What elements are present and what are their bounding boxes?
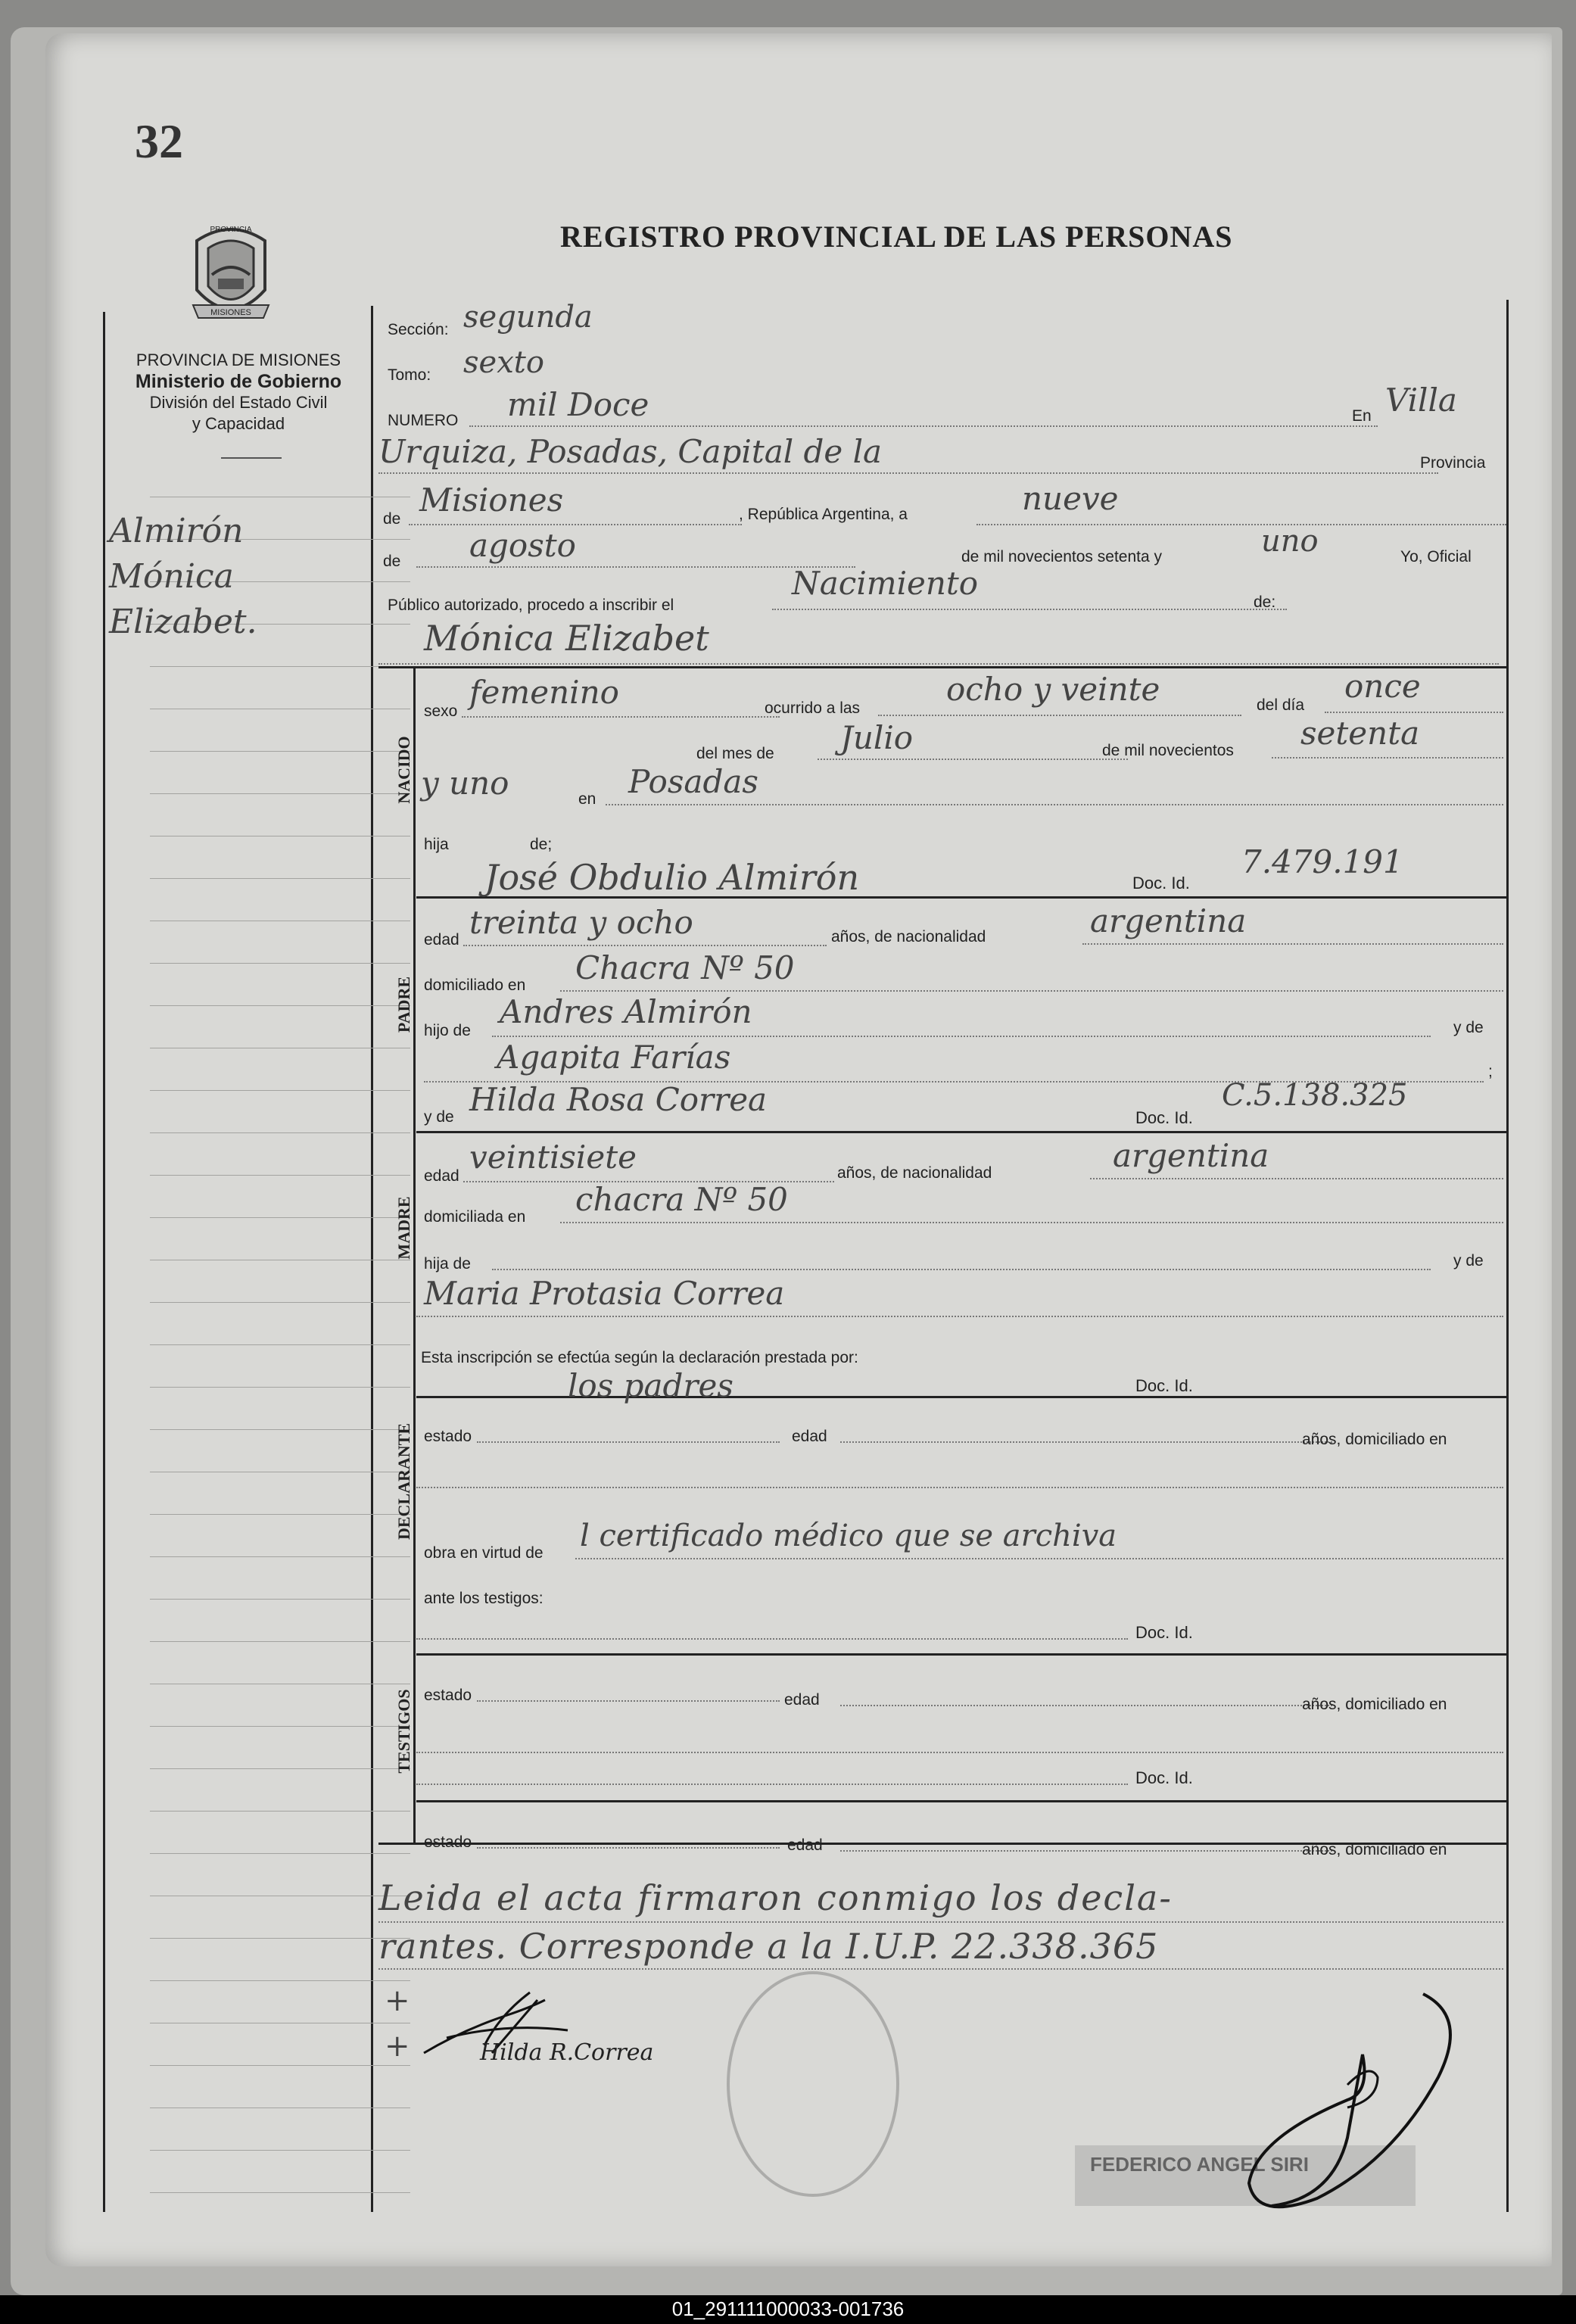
institution-division: División del Estado Civil xyxy=(149,393,328,412)
padre-hijo-dots xyxy=(492,1036,1431,1037)
dia-dots xyxy=(1325,712,1503,713)
sexo-value: femenino xyxy=(469,674,619,711)
anio-value-2: y uno xyxy=(421,765,509,802)
margin-ruled-line xyxy=(150,1132,410,1133)
madre-name: Hilda Rosa Correa xyxy=(469,1081,768,1118)
margin-note xyxy=(109,509,257,645)
province-value: Misiones xyxy=(419,481,564,519)
margin-ruled-line xyxy=(150,1811,410,1812)
institution-ministry: Ministerio de Gobierno xyxy=(135,371,342,392)
closing-line-1: Leida el acta firmaron conmigo los decla- xyxy=(378,1877,1173,1918)
declarante-label: DECLARANTE xyxy=(394,1422,413,1541)
margin-ruled-line xyxy=(150,793,410,794)
hora-dots xyxy=(878,715,1241,716)
madre-domicilio-dots xyxy=(560,1222,1503,1223)
sexo-dots xyxy=(462,716,780,718)
place-dots xyxy=(378,472,1438,474)
madre-hija-dots xyxy=(492,1269,1431,1270)
testigo1-anios-label: años, domiciliado en xyxy=(1302,1696,1447,1713)
mother-signature: Hilda R.Correa xyxy=(480,2039,654,2066)
padre-doc-value: 7.479.191 xyxy=(1241,843,1403,880)
padre-nac-dots xyxy=(1082,943,1503,945)
obra-value: l certificado médico que se archiva xyxy=(580,1519,1117,1553)
declarante-estado-label: estado xyxy=(424,1428,472,1445)
testigo2-doc-label: Doc. Id. xyxy=(1135,1768,1193,1787)
margin-ruled-line xyxy=(150,1217,410,1218)
declarante-edad-dots xyxy=(840,1441,1332,1443)
margin-ruled-line xyxy=(150,751,410,752)
margin-ruled-line xyxy=(150,1938,410,1939)
testigo1-edad-label: edad xyxy=(784,1691,820,1709)
margin-ruled-line xyxy=(150,1344,410,1345)
tomo-value: sexto xyxy=(463,345,544,380)
padre-domicilio-dots xyxy=(560,990,1503,992)
signature-mark-2: + xyxy=(385,2029,410,2064)
section-rule-madre xyxy=(416,1131,1506,1133)
testigo2-estado-label: estado xyxy=(424,1833,472,1851)
madre-nac-label: años, de nacionalidad xyxy=(837,1164,992,1182)
padre-domicilio-label: domiciliado en xyxy=(424,977,526,994)
padre-semicolon: ; xyxy=(1488,1063,1493,1080)
testigo2-edad-dots xyxy=(840,1850,1332,1852)
coat-of-arms-icon xyxy=(182,218,280,332)
inscripcion-value: los padres xyxy=(568,1367,733,1404)
testigos-intro-label: ante los testigos: xyxy=(424,1590,544,1607)
section-rule-testigo2 xyxy=(416,1800,1506,1802)
ocurrido-label: ocurrido a las xyxy=(765,699,861,717)
crest-top-text: PROVINCIA xyxy=(210,226,252,234)
padre-edad-dots xyxy=(463,945,827,946)
madre-doc-value: C.5.138.325 xyxy=(1222,1078,1408,1113)
lugar-dots xyxy=(606,804,1503,805)
acto-dots xyxy=(772,609,1287,610)
day-value: nueve xyxy=(1022,480,1119,517)
closing-line-2: rantes. Corresponde a la I.U.P. 22.338.365 xyxy=(378,1926,1159,1967)
margin-right-border xyxy=(371,306,373,2212)
en-lugar-label: en xyxy=(578,790,596,808)
padre-edad-value: treinta y ocho xyxy=(469,904,693,941)
margin-ruled-line xyxy=(150,1853,410,1854)
dia-label: del día xyxy=(1257,696,1305,714)
seccion-value: segunda xyxy=(463,300,593,335)
madre-nac-dots xyxy=(1090,1178,1503,1179)
padre-yde-label: y de xyxy=(1453,1019,1484,1036)
madre-hija-label: hija de xyxy=(424,1255,471,1273)
padre-hijo-label: hijo de xyxy=(424,1022,471,1039)
madre-padres-dots xyxy=(416,1316,1503,1317)
margin-ruled-line xyxy=(150,1599,410,1600)
padre-nac-label: años, de nacionalidad xyxy=(831,928,986,945)
nacido-label: NACIDO xyxy=(394,736,413,804)
testigos-label: TESTIGOS xyxy=(394,1689,413,1774)
madre-domicilio-label: domiciliada en xyxy=(424,1208,526,1226)
margin-left-border xyxy=(103,312,105,2212)
month-dots xyxy=(416,566,855,568)
declarante-anios-label: años, domiciliado en xyxy=(1302,1431,1447,1448)
padre-nac-value: argentina xyxy=(1090,902,1247,939)
padre-domicilio-value: Chacra Nº 50 xyxy=(575,949,795,986)
province-dots xyxy=(409,524,742,525)
margin-ruled-line xyxy=(150,2107,410,2108)
year-label: de mil novecientos setenta y xyxy=(961,548,1162,565)
padre-label: PADRE xyxy=(394,976,413,1033)
margin-ruled-line xyxy=(150,1726,410,1727)
margin-ruled-line xyxy=(150,878,410,879)
tomo-label: Tomo: xyxy=(388,366,431,384)
hora-value: ocho y veinte xyxy=(946,671,1160,708)
acto-value: Nacimiento xyxy=(792,565,979,602)
image-filename: 01_291111000033-001736 xyxy=(671,2298,905,2320)
testigo1-name-dots xyxy=(416,1638,1128,1640)
institution-division-2: y Capacidad xyxy=(192,414,285,433)
margin-ruled-line xyxy=(150,1429,410,1430)
declarante-domicilio-dots xyxy=(416,1487,1503,1488)
provincia-label: Provincia xyxy=(1420,454,1486,472)
declarante-doc-label: Doc. Id. xyxy=(1135,1376,1193,1395)
padre-doc-label: Doc. Id. xyxy=(1132,874,1190,893)
closing-dots-2 xyxy=(378,1968,1503,1970)
margin-ruled-line xyxy=(150,1090,410,1091)
sexo-label: sexo xyxy=(424,702,458,720)
anio-dots xyxy=(1272,757,1503,759)
signature-mark-1: + xyxy=(385,1983,410,2018)
margin-note-surname: Almirón xyxy=(109,512,244,550)
de2-label: de xyxy=(383,553,401,570)
institution-province: PROVINCIA DE MISIONES xyxy=(135,350,341,369)
padre-edad-label: edad xyxy=(424,931,459,949)
register-page xyxy=(45,33,1552,2266)
margin-ruled-line xyxy=(150,2065,410,2066)
margin-ruled-line xyxy=(150,666,410,667)
margin-ruled-line xyxy=(150,2192,410,2193)
official-stamp-text: FEDERICO ANGEL SIRI xyxy=(1090,2153,1309,2176)
day-dots xyxy=(976,524,1506,525)
lugar-value: Posadas xyxy=(628,763,758,800)
section-rule-testigos xyxy=(416,1653,1506,1656)
padre-madre-value: Agapita Farías xyxy=(497,1039,731,1076)
margin-ruled-line xyxy=(150,1175,410,1176)
de3-label: de: xyxy=(1254,593,1276,611)
name-dots xyxy=(378,663,1499,665)
inscripcion-label: Esta inscripción se efectúa según la declaración prestada por: xyxy=(421,1349,858,1366)
de-label: de xyxy=(383,510,401,528)
margin-note-name2: Elizabet. xyxy=(109,603,257,641)
madre-doc-label: Doc. Id. xyxy=(1135,1108,1193,1127)
en-value: Villa xyxy=(1385,382,1457,419)
dia-value: once xyxy=(1344,668,1421,705)
anio-label: de mil novecientos xyxy=(1102,742,1234,759)
anio-value: setenta xyxy=(1300,715,1420,752)
publico-label: Público autorizado, procedo a inscribir el xyxy=(388,597,674,614)
form-right-border xyxy=(1506,300,1509,2212)
crest-bottom-text: MISIONES xyxy=(210,308,251,317)
closing-dots-1 xyxy=(378,1921,1503,1923)
margin-note-name1: Mónica xyxy=(109,557,234,596)
margin-ruled-line xyxy=(150,2150,410,2151)
madre-domicilio-value: chacra Nº 50 xyxy=(575,1181,788,1218)
mes-dots xyxy=(818,759,1128,760)
en-label: En xyxy=(1352,407,1372,425)
padre-hijo-value: Andres Almirón xyxy=(500,993,752,1030)
madre-yde-label: y de xyxy=(424,1108,454,1126)
madre-nac-value: argentina xyxy=(1113,1137,1269,1174)
declarante-estado-dots xyxy=(477,1441,780,1443)
numero-value: mil Doce xyxy=(507,386,649,423)
margin-ruled-line xyxy=(150,1005,410,1006)
place-value: Urquiza, Posadas, Capital de la xyxy=(378,433,883,470)
madre-edad-value: veintisiete xyxy=(469,1139,637,1176)
seal-stamp-icon xyxy=(727,1971,899,2197)
page-title: REGISTRO PROVINCIAL DE LAS PERSONAS xyxy=(560,220,1233,254)
testigo2-name-dots xyxy=(416,1783,1128,1785)
margin-ruled-line xyxy=(150,963,410,964)
testigo2-edad-label: edad xyxy=(787,1836,823,1854)
institution-underline xyxy=(221,457,282,459)
numero-label: NUMERO xyxy=(388,412,459,429)
madre-edad-label: edad xyxy=(424,1167,459,1185)
margin-ruled-line xyxy=(150,1302,410,1303)
testigo1-edad-dots xyxy=(840,1705,1332,1706)
testigo1-doc-label: Doc. Id. xyxy=(1135,1623,1193,1642)
testigo2-anios-label: años, domiciliado en xyxy=(1302,1841,1447,1858)
margin-ruled-line xyxy=(150,1387,410,1388)
madre-yde2-label: y de xyxy=(1453,1252,1484,1269)
margin-ruled-line xyxy=(150,1514,410,1515)
mes-value: Julio xyxy=(840,719,914,756)
numero-dots xyxy=(469,425,1378,427)
margin-ruled-line xyxy=(150,1641,410,1642)
newborn-name: Mónica Elizabet xyxy=(424,618,709,659)
obra-label: obra en virtud de xyxy=(424,1544,544,1562)
page-number: 32 xyxy=(135,114,183,168)
hija-label: hija xyxy=(424,836,449,853)
testigo1-estado-label: estado xyxy=(424,1687,472,1704)
year-value: uno xyxy=(1261,524,1319,559)
margin-ruled-line xyxy=(150,1556,410,1557)
mes-label: del mes de xyxy=(696,745,774,762)
official-signature-icon xyxy=(1120,1971,1484,2229)
month-value: agosto xyxy=(469,527,576,564)
madre-label: MADRE xyxy=(394,1196,413,1260)
seccion-label: Sección: xyxy=(388,321,449,338)
testigo1-estado-dots xyxy=(477,1700,780,1702)
hija-value: de; xyxy=(530,836,553,853)
declarante-edad-label: edad xyxy=(792,1428,827,1445)
oficial-label: Yo, Oficial xyxy=(1400,548,1472,565)
testigo2-estado-dots xyxy=(477,1847,780,1849)
section-rule-nacido xyxy=(378,666,1506,668)
margin-ruled-line xyxy=(150,1980,410,1981)
institution-block xyxy=(107,350,369,435)
republica-label: , República Argentina, a xyxy=(739,506,908,523)
testigo1-domicilio-dots xyxy=(416,1752,1503,1753)
padre-name: José Obdulio Almirón xyxy=(484,857,860,898)
obra-dots xyxy=(575,1558,1503,1559)
margin-ruled-line xyxy=(150,1768,410,1769)
madre-padres-value: Maria Protasia Correa xyxy=(424,1275,785,1312)
